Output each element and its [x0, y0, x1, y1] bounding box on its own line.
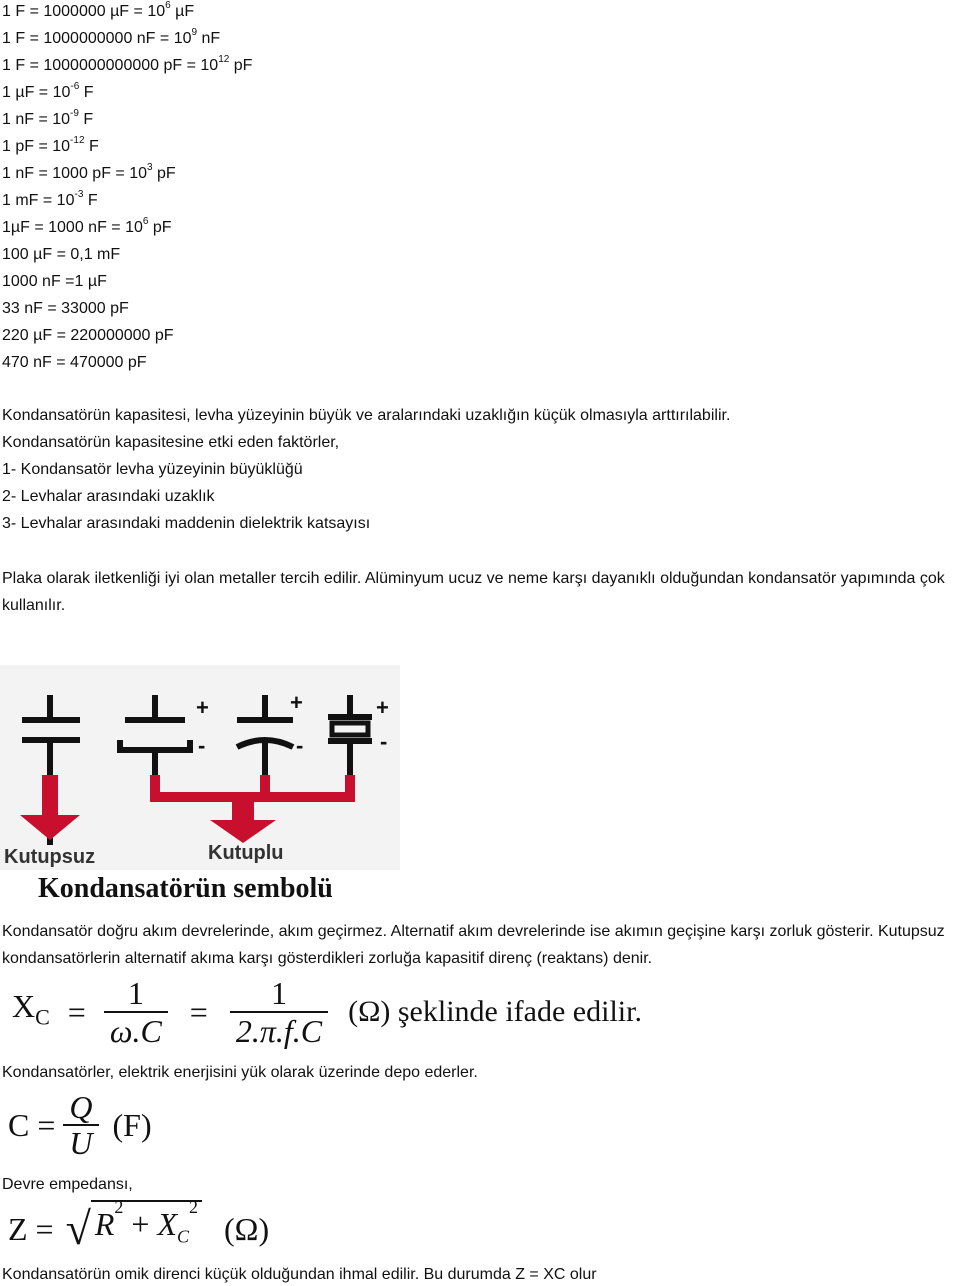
polar-2-minus: - — [296, 733, 304, 758]
c-fraction — [63, 1090, 98, 1160]
polar-3-plus: + — [376, 695, 389, 720]
plate-paragraph: Plaka olarak iletkenliği iyi olan metaller tercih edilir. Alüminyum ucuz ve neme karşı dayanıklı olduğundan kondansatör yapımında çok kullanılır. — [2, 570, 945, 614]
xc-den-2: 2.π.f.C — [235, 1013, 323, 1049]
capacitor-symbols-svg — [0, 665, 400, 915]
conversion-text: 1 F = 1000000000 nF = 10 — [2, 30, 192, 47]
figure-caption: Kondansatörün sembolü — [38, 873, 333, 904]
conversion-exponent: 12 — [218, 53, 230, 65]
conversion-unit: pF — [152, 165, 176, 182]
conversion-line — [2, 215, 172, 238]
conversion-text: 33 nF = 33000 pF — [2, 300, 129, 317]
conversion-text: 1 pF = 10 — [2, 138, 71, 155]
conversion-unit: nF — [197, 30, 221, 47]
capacitor-symbols-figure — [0, 665, 400, 915]
z-radicand — [91, 1197, 202, 1258]
impedance-formula — [8, 1197, 270, 1255]
xc-eq-2: = — [189, 994, 208, 1030]
conversion-line — [2, 134, 99, 157]
factor-item-3: 3- Levhalar arasındaki maddenin dielektrik katsayısı — [2, 515, 371, 532]
conversion-exponent: 9 — [191, 26, 198, 38]
z-x-exp: 2 — [189, 1197, 198, 1218]
polar-1-plus: + — [196, 695, 209, 720]
conversion-unit: F — [78, 111, 94, 128]
energy-paragraph: Kondansatörler, elektrik enerjisini yük olarak üzerinde depo ederler. — [2, 1064, 478, 1081]
conversion-unit: µF — [170, 3, 195, 20]
conversion-text: 1 nF = 1000 pF = 10 — [2, 165, 147, 182]
z-plus: + — [131, 1206, 150, 1242]
conversion-exponent: -3 — [74, 188, 84, 200]
z-r: R — [94, 1206, 115, 1242]
xc-suffix: (Ω) şeklinde ifade edilir. — [348, 995, 642, 1028]
xc-fraction-1 — [104, 975, 168, 1049]
z-r-exp: 2 — [114, 1197, 124, 1218]
impedance-title: Devre empedansı, — [2, 1176, 133, 1193]
last-paragraph: Kondansatörün omik direnci küçük olduğundan ihmal edilir. Bu durumda Z = XC olur — [2, 1266, 597, 1283]
xc-num-1: 1 — [104, 975, 168, 1013]
xc-den-1: ω.C — [109, 1013, 162, 1049]
z-lhs: Z = — [8, 1211, 54, 1248]
conversion-text: 100 µF = 0,1 mF — [2, 246, 121, 263]
xc-num-2: 1 — [230, 975, 328, 1013]
conversion-text: 1 µF = 10 — [2, 84, 71, 101]
sqrt-icon: √ — [65, 1203, 91, 1255]
conversion-unit: F — [83, 192, 98, 209]
c-lhs: C = — [8, 1107, 56, 1143]
xc-fraction-2 — [230, 975, 328, 1049]
conversion-text: 1 mF = 10 — [2, 192, 75, 209]
xc-symbol: X — [12, 988, 36, 1025]
conversion-exponent: -9 — [70, 107, 79, 119]
conversion-line — [2, 353, 147, 373]
conversion-text: 1 F = 1000000 µF = 10 — [2, 3, 166, 20]
capacitance-formula — [8, 1090, 152, 1160]
conversion-line — [2, 299, 129, 319]
capacity-paragraph: Kondansatörün kapasitesi, levha yüzeyinin büyük ve aralarındaki uzaklığın küçük olmasıyla arttırılabilir. — [2, 407, 731, 424]
conversion-line — [2, 26, 221, 49]
conversion-unit: pF — [229, 57, 253, 74]
conversion-text: 470 nF = 470000 pF — [2, 354, 147, 371]
xc-eq-1: = — [67, 994, 86, 1030]
c-unit: (F) — [112, 1107, 152, 1143]
factor-item-1: 1- Kondansatör levha yüzeyinin büyüklüğü — [2, 461, 303, 478]
conversion-exponent: 6 — [142, 215, 149, 227]
z-unit: (Ω) — [224, 1211, 270, 1248]
conversion-line — [2, 2, 194, 22]
conversion-line — [2, 272, 107, 292]
conversion-line — [2, 161, 176, 184]
conversion-text: 1 F = 1000000000000 pF = 10 — [2, 57, 219, 74]
conversion-line — [2, 80, 94, 103]
conversion-exponent: 3 — [147, 161, 153, 173]
factors-title: Kondansatörün kapasitesine etki eden faktörler, — [2, 434, 340, 451]
conversion-exponent: -6 — [70, 80, 80, 92]
conversion-line — [2, 326, 174, 346]
conversion-exponent: 6 — [165, 0, 171, 11]
label-nonpolar: Kutupsuz — [4, 846, 96, 868]
conversion-unit: F — [84, 138, 99, 155]
polar-3-minus: - — [380, 729, 388, 754]
polar-1-minus: - — [198, 733, 206, 758]
conversion-exponent: -12 — [70, 134, 85, 146]
factor-item-2: 2- Levhalar arasındaki uzaklık — [2, 488, 215, 505]
conversion-line — [2, 53, 253, 76]
c-num: Q — [63, 1090, 98, 1126]
conversion-unit: pF — [148, 219, 172, 236]
dc-ac-paragraph: Kondansatör doğru akım devrelerinde, akım geçirmez. Alternatif akım devrelerinde ise akımın geçişine karşı zorluk gösterir. Kutupsuz kondansatörlerin alternatif akıma karşı gösterdikleri zorluğa kapasitif direnç (reaktans) denir. — [2, 923, 945, 967]
z-x-sub: C — [176, 1226, 189, 1247]
conversion-line — [2, 245, 120, 265]
conversion-text: 1µF = 1000 nF = 10 — [2, 219, 143, 236]
z-x: X — [157, 1206, 177, 1242]
conversion-text: 1000 nF =1 µF — [2, 273, 107, 290]
xc-sub: C — [35, 1004, 50, 1030]
label-polar: Kutuplu — [208, 842, 284, 864]
conversion-text: 220 µF = 220000000 pF — [2, 327, 174, 344]
c-den: U — [69, 1125, 93, 1161]
conversion-unit: F — [79, 84, 94, 101]
reactance-formula — [12, 975, 642, 1055]
conversion-text: 1 nF = 10 — [2, 111, 71, 128]
conversion-line — [2, 107, 94, 130]
conversion-line — [2, 188, 98, 211]
polar-2-plus: + — [290, 690, 303, 715]
